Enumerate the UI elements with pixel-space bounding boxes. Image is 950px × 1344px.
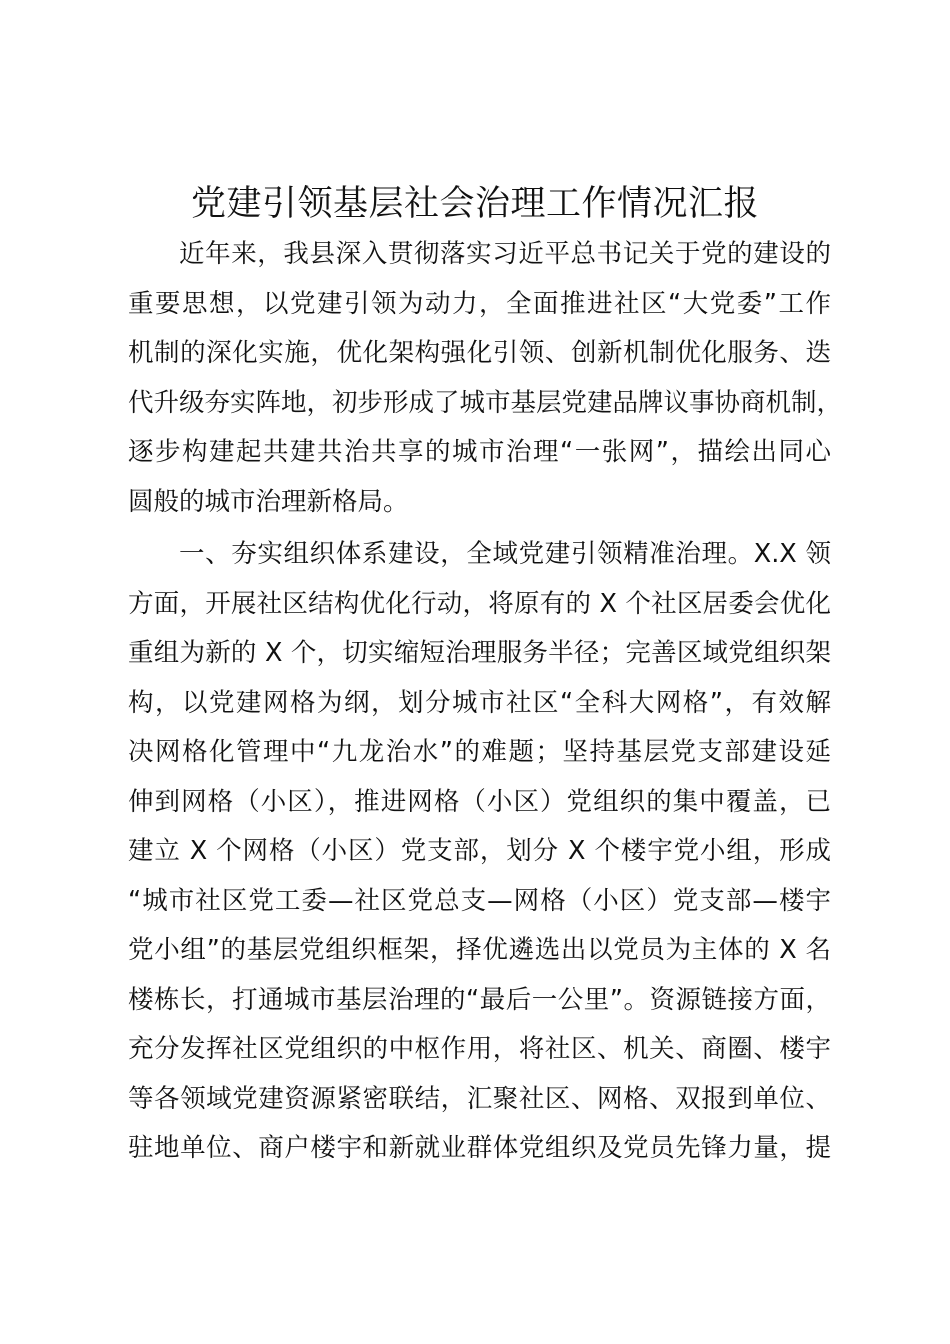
paragraph-intro (128, 230, 843, 527)
paragraph-line: 机制的深化实施，优化架构强化引领、创新机制优化服务、迭 (128, 338, 831, 368)
document-title: 党建引领基层社会治理工作情况汇报 (190, 184, 759, 224)
paragraph-line: 等各领域党建资源紧密联结，汇聚社区、网格、双报到单位、 (128, 1083, 831, 1114)
paragraph-line: 近年来，我县深入贯彻落实习近平总书记关于党的建设的 (179, 239, 831, 269)
paragraph-line: 方面，开展社区结构优化行动，将原有的 X 个社区居委会优化 (128, 588, 831, 619)
paragraph-line: 逐步构建起共建共治共享的城市治理“一张网”，描绘出同心 (128, 437, 831, 467)
paragraph-line: 圆般的城市治理新格局。 (128, 486, 409, 517)
paragraph-line: 代升级夯实阵地，初步形成了城市基层党建品牌议事协商机制， (128, 387, 843, 418)
paragraph-line: 构，以党建网格为纲，划分城市社区“全科大网格”，有效解 (128, 687, 831, 718)
paragraph-line: 驻地单位、商户楼宇和新就业群体党组织及党员先锋力量，提 (128, 1133, 831, 1163)
paragraph-line: 重组为新的 X 个，切实缩短治理服务半径；完善区域党组织架 (128, 638, 831, 668)
paragraph-line: 充分发挥社区党组织的中枢作用，将社区、机关、商圈、楼宇 (128, 1034, 831, 1064)
paragraph-section-one (128, 530, 831, 1174)
paragraph-line: 决网格化管理中“九龙治水”的难题；坚持基层党支部建设延 (128, 737, 831, 767)
paragraph-line: 重要思想，以党建引领为动力，全面推进社区“大党委”工作 (128, 288, 831, 319)
paragraph-line: 党小组”的基层党组织框架，择优遴选出以党员为主体的 X 名 (128, 935, 831, 965)
paragraph-line: “城市社区党工委—社区党总支—网格（小区）党支部—楼宇 (128, 885, 831, 916)
paragraph-line: 楼栋长，打通城市基层治理的“最后一公里”。资源链接方面， (128, 984, 831, 1015)
paragraph-line: 建立 X 个网格（小区）党支部，划分 X 个楼宇党小组，形成 (128, 836, 831, 866)
paragraph-line: 一、夯实组织体系建设，全域党建引领精准治理。X.X 领 (179, 539, 831, 569)
paragraph-line: 伸到网格（小区），推进网格（小区）党组织的集中覆盖，已 (128, 786, 831, 817)
